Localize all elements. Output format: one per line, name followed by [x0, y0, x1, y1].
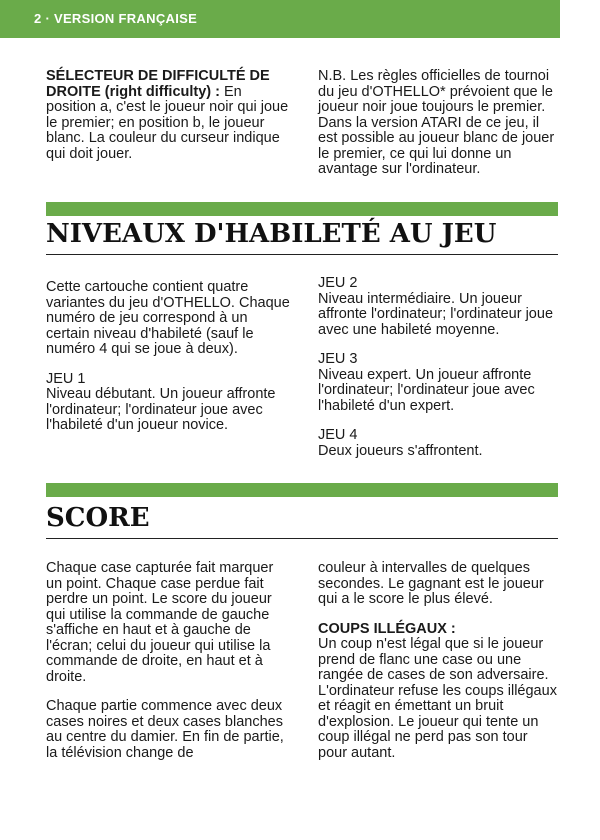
game-4-label: JEU 4: [318, 427, 358, 443]
page-label: 2 · VERSION FRANÇAISE: [34, 11, 198, 26]
levels-right-column: [318, 276, 558, 459]
score-left-column: [46, 561, 290, 761]
levels-intro: Cette cartouche contient quatre variantes du jeu d'OTHELLO. Chaque numéro de jeu correspond à un certain niveau d'habileté (sauf le numéro 4 qui se joue à deux).: [46, 279, 290, 357]
section-title-levels: NIVEAUX D'HABILETÉ AU JEU: [46, 218, 558, 255]
intro-right-column: [318, 69, 558, 178]
game-2-text: Niveau intermédiaire. Un joueur affronte l'ordinateur; l'ordinateur joue avec une habileté moyenne.: [318, 290, 554, 338]
right-difficulty-heading: SÉLECTEUR DE DIFFICULTÉ DE DROITE (right difficulty) :: [46, 68, 270, 100]
score-paragraph-2: Chaque partie commence avec deux cases noires et deux cases blanches au centre du damier. En fin de partie, la télévision change de: [46, 698, 284, 761]
intro-left-paragraph: [46, 69, 290, 162]
game-3-text: Niveau expert. Un joueur affronte l'ordinateur; l'ordinateur joue avec l'habileté d'un expert.: [318, 366, 535, 414]
game-1-text: Niveau débutant. Un joueur affronte l'ordinateur; l'ordinateur joue avec l'habileté d'un joueur novice.: [46, 386, 276, 433]
tournament-note: N.B. Les règles officielles de tournoi du jeu d'OTHELLO* prévoient que le joueur noir joue toujours le premier. Dans la version ATARI de ce jeu, il est possible au joueur blanc de jouer le premier, ce qui lui donne un avantage sur l'ordinateur.: [318, 68, 555, 177]
intro-left-column: [46, 69, 290, 162]
score-right-column: [318, 561, 558, 761]
section-divider-bar: [46, 483, 558, 497]
illegal-moves-heading: COUPS ILLÉGAUX :: [318, 620, 456, 637]
right-difficulty-text: En position a, c'est le joueur noir qui joue le premier; en position b, le joueur blanc. La couleur du curseur indique qui doit jouer.: [46, 83, 289, 162]
score-paragraph-3: couleur à intervalles de quelques secondes. Le gagnant est le joueur qui a le score le plus élevé.: [318, 560, 544, 607]
illegal-moves-text: Un coup n'est légal que si le joueur prend de flanc une case ou une rangée de cases de son adversaire. L'ordinateur refuse les coups illégaux et réagit en émettant un bruit d'explosion. Le joueur qui tente un coup illégal ne perd pas son tour pour autant.: [318, 636, 557, 761]
page-header-band: [0, 0, 560, 38]
levels-left-column: [46, 280, 290, 434]
game-3-label: JEU 3: [318, 351, 358, 367]
game-2-label: JEU 2: [318, 275, 358, 291]
game-4-text: Deux joueurs s'affrontent.: [318, 442, 483, 459]
score-paragraph-1: Chaque case capturée fait marquer un point. Chaque case perdue fait perdre un point. Le score du joueur qui utilise la commande de gauche s'affiche en haut et à gauche de l'écran; celui du joueur qui utilise la commande de droite, en haut et à droite.: [46, 560, 274, 685]
section-divider-bar: [46, 202, 558, 216]
game-1-label: JEU 1: [46, 370, 86, 387]
section-title-score: SCORE: [46, 502, 558, 539]
